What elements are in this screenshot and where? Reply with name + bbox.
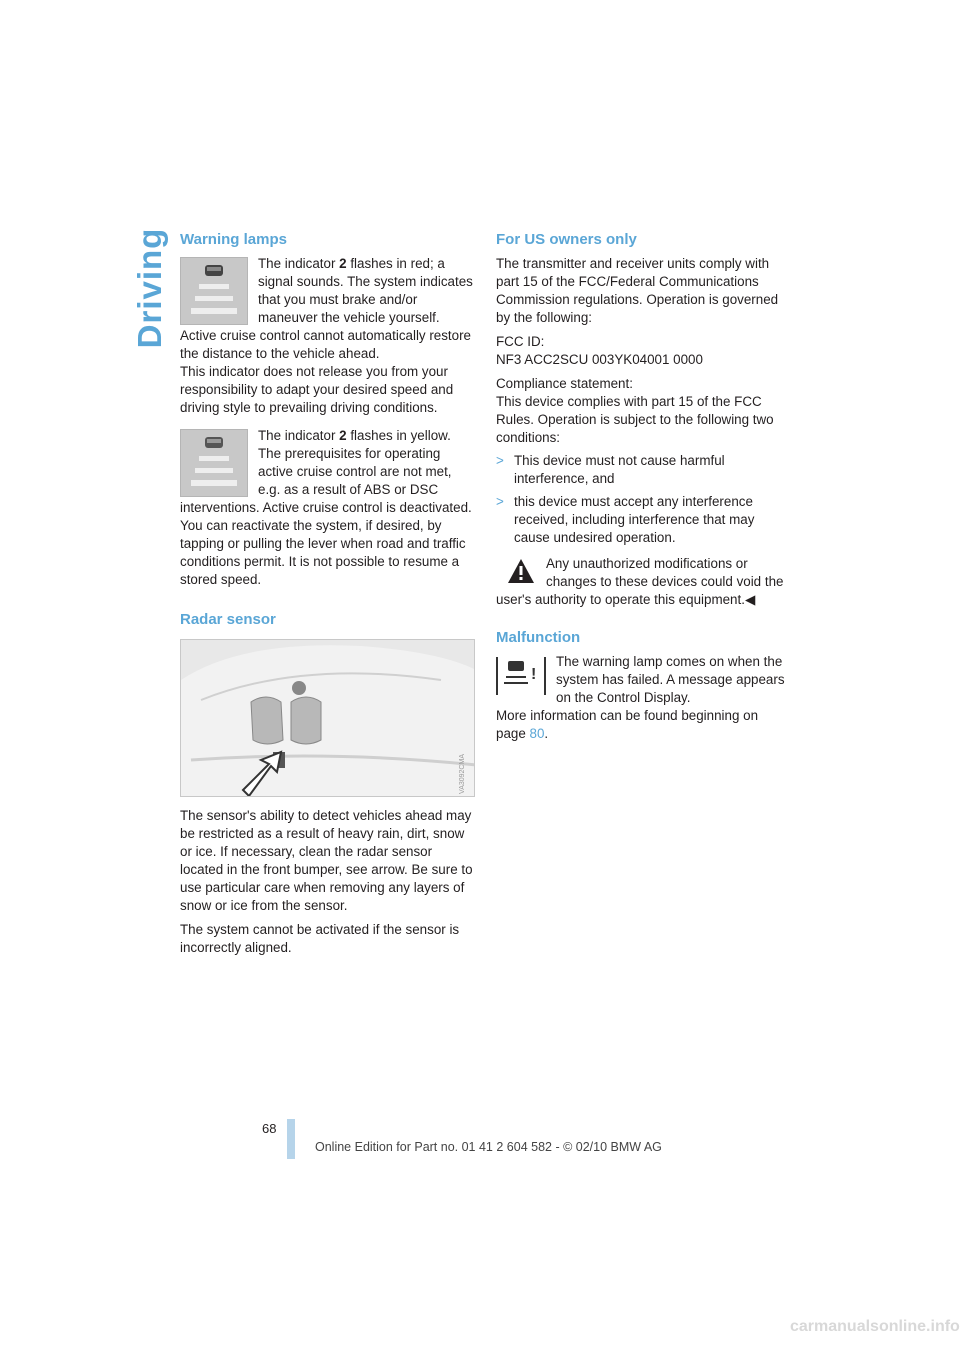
block2-text-cont: flashes in yellow. The prerequisites for operating active cruise control are not met, e.g. as a result of ABS or DSC interventions. Active cruise control is deactivated. You can reactivate the system, if desired, by tapping or pulling the lever when road and traffic conditions permit. It is not possible to resume a stored speed.	[180, 428, 472, 587]
red-indicator-block	[180, 255, 475, 417]
chapter-title	[128, 228, 172, 348]
distance-indicator-yellow-icon	[180, 429, 248, 497]
radar-paragraph-1: The sensor's ability to detect vehicles ahead may be restricted as a result of heavy rain, dirt, snow or ice. If necessary, clean the radar sensor located in the front bumper, see arrow. Be sure to use particular care when removing any layers of snow or ice from the sensor.	[180, 808, 473, 913]
malfunction-block	[496, 653, 791, 743]
fcc-id: NF3 ACC2SCU 003YK04001 0000	[496, 352, 703, 367]
us-paragraph: The transmitter and receiver units comply with part 15 of the FCC/Federal Communications Commission regulations. Operation is governed by the following:	[496, 256, 779, 325]
bullet-marker: >	[496, 453, 504, 468]
end-mark: ◀	[744, 592, 756, 607]
warning-triangle-icon	[506, 557, 536, 585]
warning-note-text: Any unauthorized modifications or changes to these devices could void the user's authority to operate this equipment.	[496, 556, 784, 607]
fcc-label: FCC ID:	[496, 334, 545, 349]
list-item	[496, 493, 791, 547]
radar-sensor-heading: Radar sensor	[180, 611, 276, 628]
distance-indicator-red-icon	[180, 257, 248, 325]
compliance-text: This device complies with part 15 of the FCC Rules. Operation is subject to the following two conditions:	[496, 394, 774, 445]
compliance-label: Compliance statement:	[496, 376, 633, 391]
block2-text: The indicator	[258, 428, 340, 443]
radar-paragraph-2: The system cannot be activated if the sensor is incorrectly aligned.	[180, 922, 460, 955]
footer-text: Online Edition for Part no. 01 41 2 604 582 - © 02/10 BMW AG	[315, 1140, 662, 1154]
left-column	[180, 231, 475, 957]
chapter-title-text: Driving	[131, 227, 168, 349]
us-owners-heading: For US owners only	[496, 231, 637, 248]
radar-sensor-image	[180, 639, 475, 797]
more-info-end: .	[544, 726, 549, 741]
page-number: 68	[262, 1121, 277, 1136]
list-item	[496, 452, 791, 488]
more-info-text: More information can be found beginning on page	[496, 708, 759, 741]
warning-lamps-heading: Warning lamps	[180, 231, 287, 248]
svg-text:!: !	[531, 666, 537, 683]
image-code: VA3092CMA	[459, 754, 466, 794]
block2-bold: 2	[339, 428, 347, 443]
right-column	[496, 231, 791, 743]
warning-note	[496, 555, 791, 609]
footer-bar	[287, 1119, 295, 1159]
block1-text: The indicator	[258, 256, 340, 271]
bullet-marker: >	[496, 494, 504, 509]
cruise-control-malfunction-icon	[496, 657, 546, 695]
list-item-text: This device must not cause harmful interference, and	[514, 453, 725, 486]
yellow-indicator-block	[180, 427, 475, 589]
block1-extra-text: This indicator does not release you from your responsibility to adapt your desired speed and driving style to prevailing driving conditions.	[180, 364, 454, 415]
list-item-text: this device must accept any interference received, including interference that may cause undesired operation.	[514, 494, 755, 545]
malfunction-heading: Malfunction	[496, 629, 581, 646]
page-link[interactable]: 80	[529, 726, 545, 741]
block1-bold: 2	[339, 256, 347, 271]
malfunction-text: The warning lamp comes on when the system has failed. A message appears on the Control Display.	[556, 654, 785, 705]
conditions-list	[496, 452, 791, 547]
block1-text-cont: flashes in red; a signal sounds. The system indicates that you must brake and/or maneuver the vehicle yourself. Active cruise control cannot automatically restore the distance to the vehicle ahead.	[180, 256, 473, 361]
watermark: carmanualsonline.info	[790, 1318, 960, 1335]
